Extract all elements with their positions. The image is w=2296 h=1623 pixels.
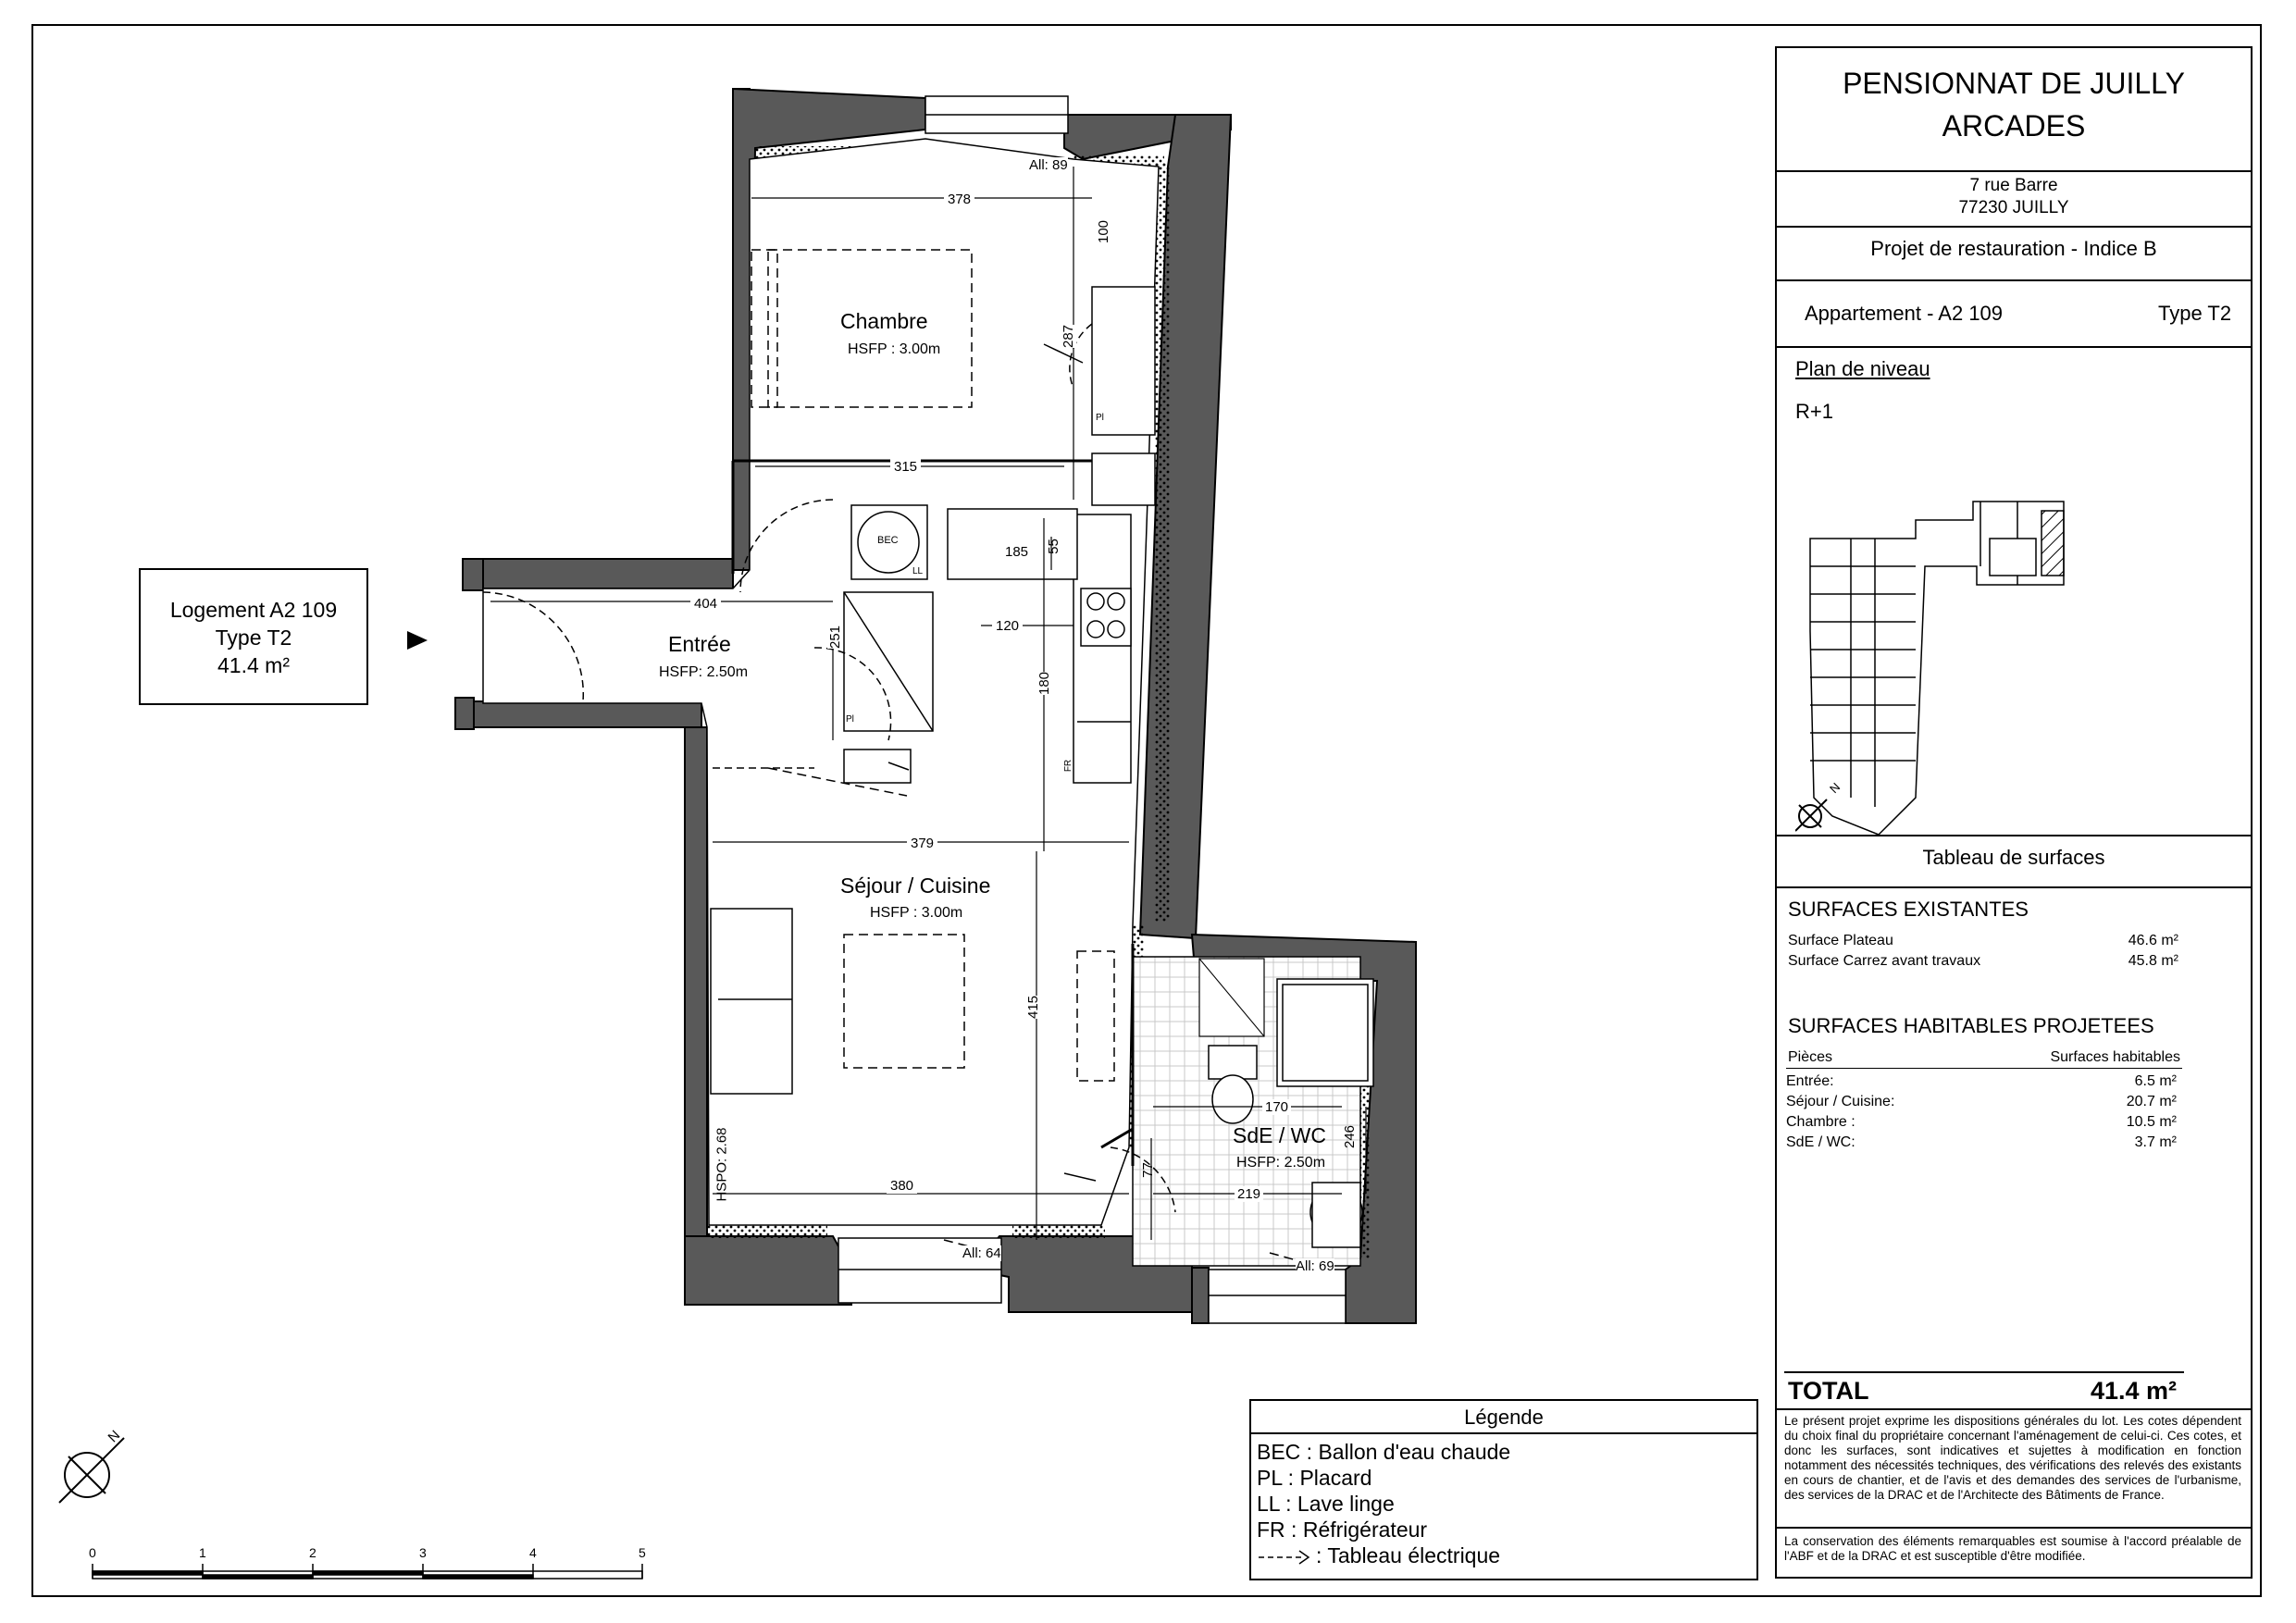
- dim-chambre-depth: 100: [1096, 219, 1112, 244]
- title-block: [1775, 46, 2253, 1579]
- dim-sde-depth: 246: [1342, 1124, 1359, 1149]
- unit-type: Type T2: [215, 626, 292, 650]
- legend-item-pl: PL : Placard: [1257, 1466, 1372, 1490]
- room-label-1: Séjour / Cuisine:: [1786, 1094, 1895, 1109]
- surfaces-table-title: Tableau de surfaces: [1922, 846, 2105, 869]
- unit-area: 41.4 m²: [217, 653, 290, 677]
- label-pl-chambre: Pl: [1096, 413, 1104, 423]
- label-ll: LL: [912, 566, 924, 576]
- label-bec: BEC: [877, 535, 899, 546]
- room-label-2: Chambre :: [1786, 1114, 1855, 1130]
- key-plan-north-label: N: [1827, 779, 1843, 797]
- dim-closet: 287: [1061, 324, 1077, 349]
- apartment-id: Appartement - A2 109: [1805, 302, 2004, 325]
- existing-value-0: 46.6 m²: [2128, 933, 2178, 948]
- legend-box: [1249, 1399, 1758, 1580]
- dim-window-sde: All: 69: [1296, 1258, 1334, 1274]
- unit-info-box: [139, 568, 368, 705]
- title-divider-8: [1777, 1527, 2251, 1529]
- title-divider-7: [1777, 1408, 2251, 1410]
- project-status: Projet de restauration - Indice B: [1870, 237, 2157, 260]
- title-divider-5: [1777, 835, 2251, 836]
- title-divider-1: [1777, 170, 2251, 172]
- existing-title: SURFACES EXISTANTES: [1788, 898, 2029, 921]
- project-title-2: ARCADES: [1942, 109, 2086, 142]
- scale-tick-5: 5: [639, 1545, 646, 1560]
- dim-kitchen-len: 180: [1036, 671, 1053, 696]
- dim-hspo: HSPO: 2.68: [714, 1127, 730, 1202]
- room-value-2: 10.5 m²: [2126, 1114, 2177, 1130]
- room-hsfp-chambre: HSFP : 3.00m: [848, 341, 941, 357]
- legend-title: Légende: [1464, 1406, 1544, 1429]
- col-surfaces: Surfaces habitables: [2050, 1049, 2180, 1065]
- key-plan: [1795, 446, 2166, 835]
- dim-sink-depth: 55: [1045, 539, 1061, 554]
- scale-tick-2: 2: [309, 1545, 316, 1560]
- legend-title-row: [1251, 1401, 1756, 1434]
- total-label: TOTAL: [1788, 1377, 1869, 1405]
- disclaimer-note: Le présent projet exprime les dispositions générales du lot. Les cotes dépendent du choix final du propriétaire concernant l'aménagement de celui-ci. Ces cotes, et donc les surfaces, sont indicatives et sujettes à modification en fonction notamment des nécessités techniques, des vérifications des relevés des existants en cours de chantier, et de l'avis et des demandes des services de l'urbanisme, des services de la DRAC et de l'Architecte des Bâtiments de France.: [1784, 1414, 2241, 1502]
- room-value-1: 20.7 m²: [2126, 1094, 2177, 1109]
- title-divider-3: [1777, 279, 2251, 281]
- room-hsfp-entree: HSFP: 2.50m: [659, 664, 749, 680]
- dim-window-top: All: 89: [1029, 157, 1068, 173]
- total-value: 41.4 m²: [2090, 1377, 2177, 1405]
- room-hsfp-sde: HSFP: 2.50m: [1236, 1155, 1326, 1171]
- plan-label: Plan de niveau: [1795, 357, 1930, 380]
- room-name-entree: Entrée: [668, 632, 731, 656]
- scale-tick-1: 1: [199, 1545, 206, 1560]
- dim-entry-width: 404: [690, 596, 721, 612]
- dim-corridor: 315: [890, 459, 921, 475]
- existing-label-0: Surface Plateau: [1788, 933, 1893, 948]
- scale-tick-4: 4: [529, 1545, 537, 1560]
- title-divider-2: [1777, 226, 2251, 228]
- room-name-chambre: Chambre: [840, 309, 928, 333]
- dim-kitchen-gap: 120: [992, 618, 1023, 634]
- north-label: N: [105, 1427, 124, 1446]
- existing-label-1: Surface Carrez avant travaux: [1788, 953, 1981, 969]
- level-label: R+1: [1795, 400, 1833, 423]
- room-name-sejour: Séjour / Cuisine: [840, 873, 991, 898]
- room-label-3: SdE / WC:: [1786, 1134, 1855, 1150]
- scale-tick-3: 3: [419, 1545, 427, 1560]
- col-rooms: Pièces: [1788, 1049, 1833, 1065]
- conservation-note: La conservation des éléments remarquables est soumise à l'accord préalable de l'ABF et de la DRAC et est susceptible d'être modifiée.: [1784, 1534, 2241, 1563]
- legend-item-tableau: : Tableau électrique: [1316, 1543, 1501, 1567]
- dim-sejour-width2: 380: [887, 1178, 917, 1194]
- sofa: [711, 909, 792, 1094]
- address-line-2: 77230 JUILLY: [1958, 198, 2069, 217]
- projected-title: SURFACES HABITABLES PROJETEES: [1788, 1014, 2154, 1037]
- north-compass-icon: [59, 1438, 124, 1503]
- dim-sde-width: 170: [1262, 1099, 1291, 1115]
- legend-item-fr: FR : Réfrigérateur: [1257, 1518, 1428, 1542]
- dim-entry-depth: 251: [827, 625, 844, 650]
- entry-arrow-icon: [407, 631, 428, 650]
- project-title-1: PENSIONNAT DE JUILLY: [1843, 67, 2185, 100]
- room-floors: [483, 139, 1159, 1225]
- apartment-type: Type T2: [2158, 302, 2232, 325]
- unit-name: Logement A2 109: [169, 598, 338, 622]
- address-line-1: 7 rue Barre: [1969, 176, 2058, 195]
- scale-bar: [93, 1564, 642, 1579]
- scale-tick-0: 0: [89, 1545, 96, 1560]
- dim-window-sejour: All: 64: [962, 1245, 1001, 1261]
- legend-item-bec: BEC : Ballon d'eau chaude: [1257, 1440, 1511, 1464]
- room-value-3: 3.7 m²: [2134, 1134, 2177, 1150]
- room-value-0: 6.5 m²: [2134, 1073, 2177, 1089]
- label-pl-entree: Pl: [846, 714, 854, 725]
- dim-chambre-width: 378: [944, 192, 974, 207]
- room-label-0: Entrée:: [1786, 1073, 1834, 1089]
- surfaces-header-rule: [1786, 1068, 2182, 1069]
- dim-sde-width2: 219: [1235, 1186, 1263, 1202]
- electrical-panel-icon: [1257, 1549, 1322, 1566]
- title-divider-4: [1777, 346, 2251, 348]
- existing-value-1: 45.8 m²: [2128, 953, 2178, 969]
- legend-item-ll: LL : Lave linge: [1257, 1492, 1395, 1516]
- dim-sink: 185: [1005, 544, 1029, 560]
- room-hsfp-sejour: HSFP : 3.00m: [870, 905, 963, 921]
- dim-sejour-width: 379: [907, 836, 937, 851]
- dim-sde-door: 77: [1139, 1162, 1156, 1178]
- dim-sejour-depth: 415: [1025, 995, 1042, 1020]
- label-fr: FR: [1063, 759, 1074, 773]
- title-divider-6: [1777, 886, 2251, 888]
- room-name-sde: SdE / WC: [1233, 1123, 1326, 1147]
- total-top-rule: [1784, 1371, 2184, 1373]
